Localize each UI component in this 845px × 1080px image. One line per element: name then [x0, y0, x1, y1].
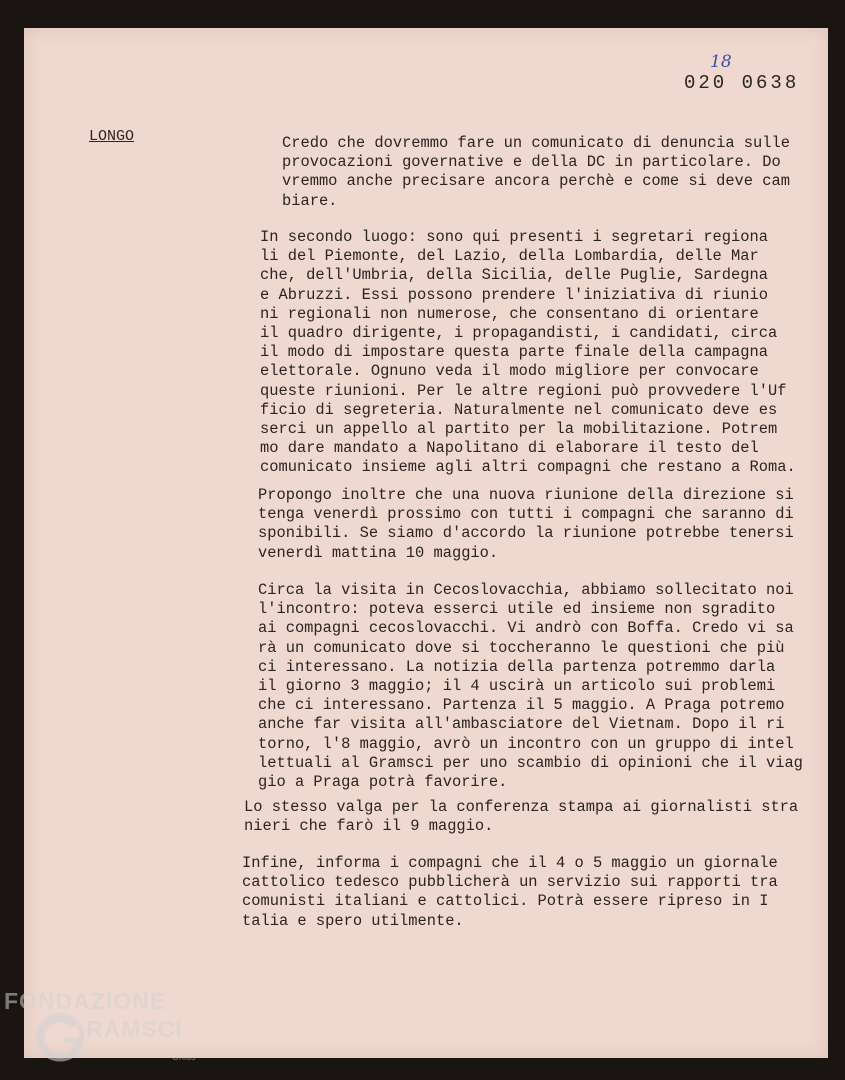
paragraph-1: Credo che dovremmo fare un comunicato di denuncia sulle provocazioni governative e della DC in particolare. Do vremmo anche precisare ancora perchè e come si deve cam biare. — [282, 134, 790, 210]
paragraph-4: Circa la visita in Cecoslovacchia, abbiamo sollecitato noi l'incontro: poteva esserci utile ed insieme non sgradito ai compagni cecoslovacchi. Vi andrò con Boffa. Credo vi sa rà un comunicato dove si toccheranno le questioni che più ci interessano. La notizia della partenza potremmo darla il giorno 3 maggio; il 4 uscirà un articolo sui problemi che ci interessano. Partenza il 5 maggio. A Praga potremo anche far visita all'ambasciatore del Vietnam. Dopo il ri torno, l'8 maggio, avrò un incontro con un gruppo di intel lettuali al Gramsci per uno scambio di opinioni che il viag gio a Praga potrà favorire. — [258, 581, 803, 792]
document-page — [24, 28, 828, 1058]
page-number: 020 0638 — [684, 72, 800, 94]
fondazione-gramsci-watermark — [4, 988, 214, 1078]
gramsci-logo-icon — [34, 1012, 86, 1062]
paragraph-6: Infine, informa i compagni che il 4 o 5 maggio un giornale cattolico tedesco pubblicherà un servizio sui rapporti tra comunisti italiani e cattolici. Potrà essere ripreso in I talia e spero utilmente. — [242, 854, 778, 930]
paragraph-2: In secondo luogo: sono qui presenti i segretari regiona li del Piemonte, del Lazio, della Lombardia, delle Mar che, dell'Umbria, della Sicilia, delle Puglie, Sardegna e Abruzzi. Essi possono prendere l'iniziativa di riunio ni regionali non numerose, che consentano di orientare il quadro dirigente, i propagandisti, i candidati, circa il modo di impostare questa parte finale della campagna elettorale. Ognuno veda il modo migliore per convocare queste riunioni. Per le altre regioni può provvedere l'Uf ficio di segreteria. Naturalmente nel comunicato deve es serci un appello al partito per la mobilitazione. Potrem mo dare mandato a Napolitano di elaborare il testo del comunicato insieme agli altri compagni che restano a Roma. — [260, 228, 796, 477]
paragraph-5: Lo stesso valga per la conferenza stampa ai giornalisti stra nieri che farò il 9 maggio. — [244, 798, 799, 836]
paragraph-3: Propongo inoltre che una nuova riunione della direzione si tenga venerdì prossimo con tutti i compagni che saranno di sponibili. Se siamo d'accordo la riunione potrebbe tenersi venerdì mattina 10 maggio. — [258, 486, 794, 562]
speaker-name: LONGO — [89, 128, 135, 145]
watermark-line2: RAMSCI — [86, 1016, 183, 1042]
watermark-line1: FONDAZIONE — [4, 988, 167, 1014]
handwritten-mark: 18 — [710, 52, 732, 72]
watermark-small-text: Onlus — [172, 1052, 196, 1062]
